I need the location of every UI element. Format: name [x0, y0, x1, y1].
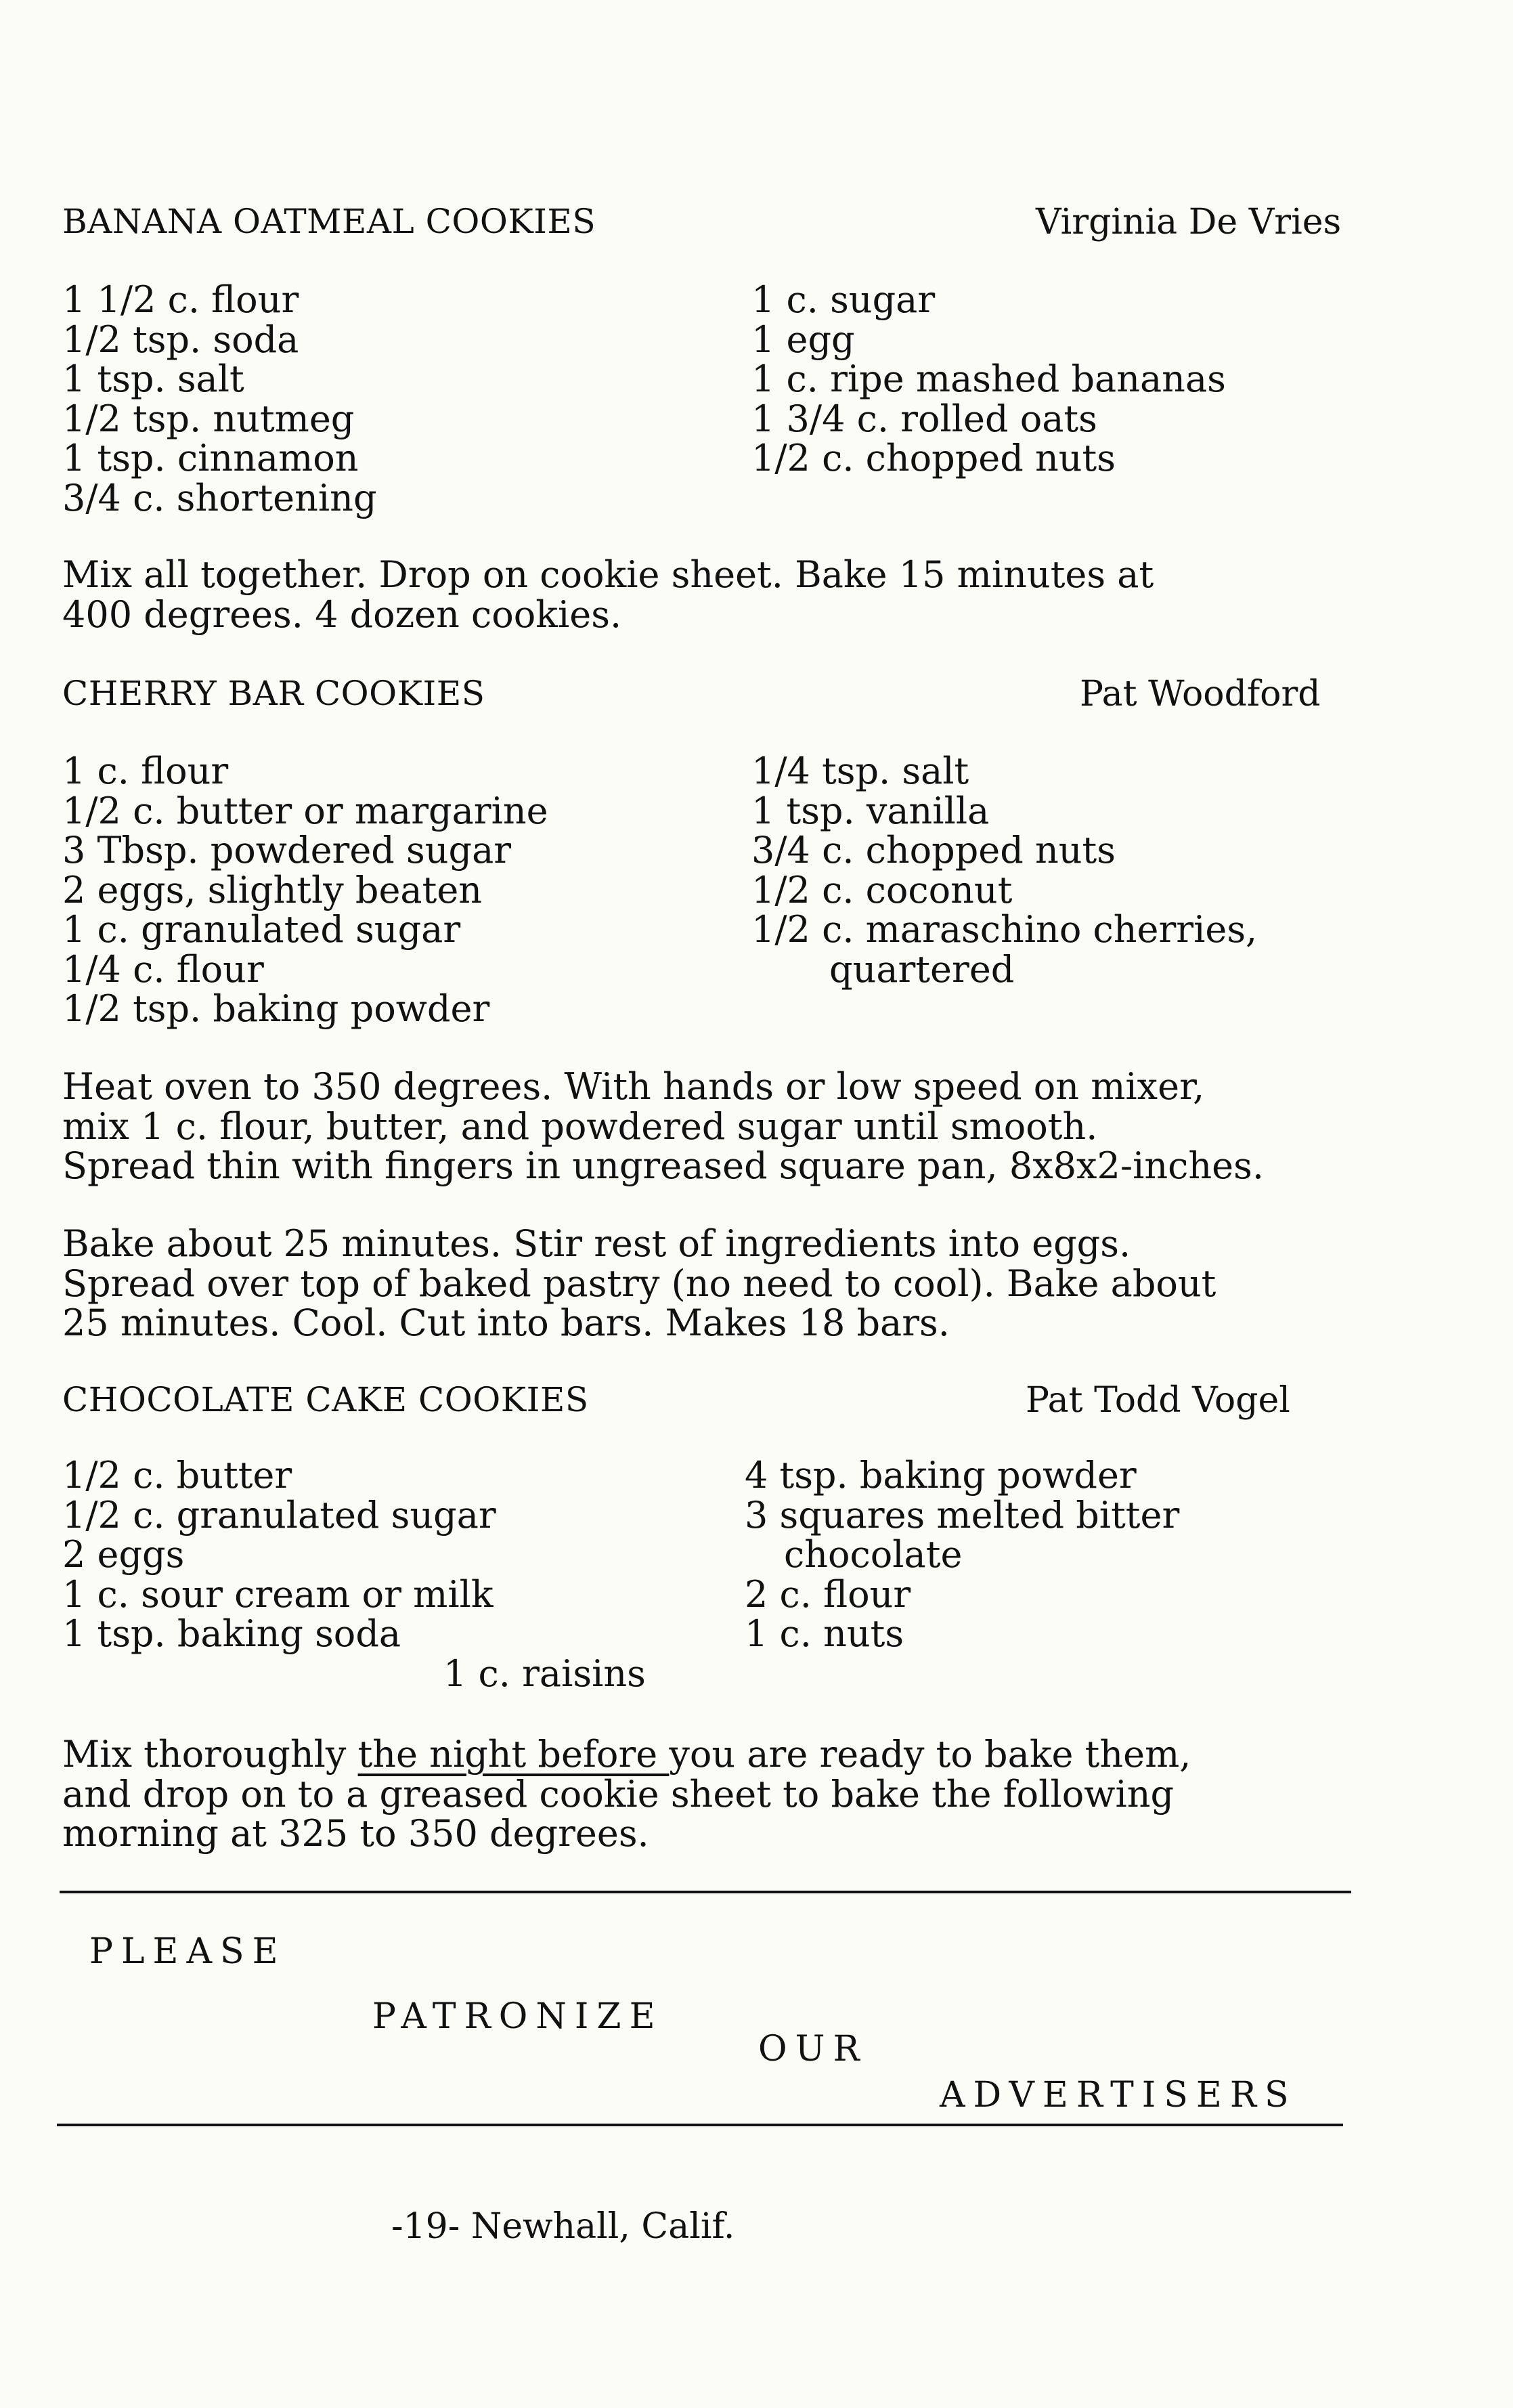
ingredient: 1/2 tsp. soda: [62, 318, 299, 361]
directions-line: [62, 1735, 1191, 1775]
ingredient: 1/2 tsp. baking powder: [62, 987, 490, 1030]
directions-banana-oatmeal: [62, 555, 1154, 635]
directions-line: 400 degrees. 4 dozen cookies.: [62, 593, 622, 636]
ingredient: quartered: [829, 947, 1015, 991]
recipe-author-cherry-bar: Pat Woodford: [1080, 674, 1321, 714]
ingredient: 3/4 c. shortening: [62, 476, 377, 519]
ingredient: 1 egg: [751, 318, 855, 361]
ingredients-right-banana-oatmeal: [751, 280, 1226, 479]
ingredient: 1 tsp. salt: [62, 358, 244, 400]
directions-cherry-bar-1: [62, 1067, 1264, 1186]
directions-line: Bake about 25 minutes. Stir rest of ingredients into eggs.: [62, 1222, 1131, 1265]
ingredient: 3 squares melted bitter: [745, 1493, 1180, 1536]
recipe-title-chocolate-cake: CHOCOLATE CAKE COOKIES: [62, 1380, 589, 1419]
ingredient: 1/2 c. butter: [62, 1454, 292, 1497]
ingredients-right-chocolate-cake: [745, 1456, 1179, 1654]
ingredient: 1 c. sour cream or milk: [62, 1572, 494, 1616]
ingredients-left-banana-oatmeal: [62, 280, 377, 518]
ingredient: 1/2 c. chopped nuts: [751, 437, 1116, 479]
directions-underlined-text: the night before: [357, 1733, 670, 1776]
ingredient: 1 tsp. cinnamon: [62, 437, 359, 479]
ingredient: 1/2 c. maraschino cherries,: [751, 908, 1258, 951]
ingredient: 1 tsp. baking soda: [62, 1612, 401, 1655]
ingredient: 1 c. sugar: [751, 278, 936, 321]
divider-top: [60, 1891, 1351, 1893]
recipe-title-cherry-bar: CHERRY BAR COOKIES: [62, 674, 485, 713]
ingredient: 1 c. flour: [62, 750, 229, 792]
directions-line: Heat oven to 350 degrees. With hands or low speed on mixer,: [62, 1065, 1205, 1108]
ingredient: 1/4 tsp. salt: [751, 750, 969, 792]
directions-line: and drop on to a greased cookie sheet to bake the following: [62, 1772, 1175, 1815]
ad-word-advertisers: ADVERTISERS: [940, 2075, 1297, 2115]
ingredient: 2 eggs: [62, 1533, 185, 1576]
recipe-author-chocolate-cake: Pat Todd Vogel: [1026, 1380, 1290, 1421]
directions-cherry-bar-2: [62, 1224, 1216, 1343]
directions-line: 25 minutes. Cool. Cut into bars. Makes 18 bars.: [62, 1302, 950, 1344]
ad-word-patronize: PATRONIZE: [372, 1996, 663, 2037]
ad-word-our: OUR: [758, 2029, 868, 2069]
directions-line: mix 1 c. flour, butter, and powdered sugar until smooth.: [62, 1104, 1098, 1148]
ingredients-right-cherry-bar: [751, 752, 1257, 989]
ingredients-left-cherry-bar: [62, 752, 548, 1029]
ingredient: 2 c. flour: [745, 1572, 911, 1616]
recipe-author-banana-oatmeal: Virginia De Vries: [1036, 202, 1342, 242]
ingredients-left-chocolate-cake: [62, 1456, 496, 1654]
directions-chocolate-cake: [62, 1735, 1191, 1854]
ingredient: 1 c. ripe mashed bananas: [751, 358, 1226, 400]
ingredient: 1/2 c. granulated sugar: [62, 1493, 496, 1536]
ingredient: 3/4 c. chopped nuts: [751, 829, 1116, 872]
ingredient-raisins: 1 c. raisins: [443, 1652, 646, 1695]
ingredient: chocolate: [784, 1533, 963, 1576]
recipe-title-banana-oatmeal: BANANA OATMEAL COOKIES: [62, 202, 596, 241]
ingredient: 2 eggs, slightly beaten: [62, 868, 483, 911]
page-footer: -19- Newhall, Calif.: [391, 2206, 735, 2247]
directions-line: Spread thin with fingers in ungreased square pan, 8x8x2-inches.: [62, 1144, 1264, 1187]
ingredient: 1 c. granulated sugar: [62, 908, 461, 951]
divider-bottom: [57, 2124, 1343, 2126]
ingredient: 1/2 c. coconut: [751, 868, 1013, 911]
ingredient: 1/2 tsp. nutmeg: [62, 397, 355, 440]
directions-line: morning at 325 to 350 degrees.: [62, 1812, 649, 1855]
ingredient: 1 1/2 c. flour: [62, 278, 299, 321]
ingredient: 1/2 c. butter or margarine: [62, 789, 548, 832]
ingredient: 4 tsp. baking powder: [745, 1454, 1137, 1497]
ingredient: 1/4 c. flour: [62, 947, 264, 991]
directions-line: Spread over top of baked pastry (no need to cool). Bake about: [62, 1262, 1216, 1305]
ingredient: 1 3/4 c. rolled oats: [751, 397, 1097, 440]
directions-text: you are ready to bake them,: [669, 1733, 1191, 1776]
directions-text: Mix thoroughly: [62, 1733, 358, 1776]
ingredient: 3 Tbsp. powdered sugar: [62, 829, 512, 872]
ad-word-please: PLEASE: [89, 1931, 286, 1972]
ingredient: 1 c. nuts: [745, 1612, 904, 1655]
ingredient: 1 tsp. vanilla: [751, 789, 990, 832]
directions-line: Mix all together. Drop on cookie sheet. Bake 15 minutes at: [62, 553, 1154, 596]
